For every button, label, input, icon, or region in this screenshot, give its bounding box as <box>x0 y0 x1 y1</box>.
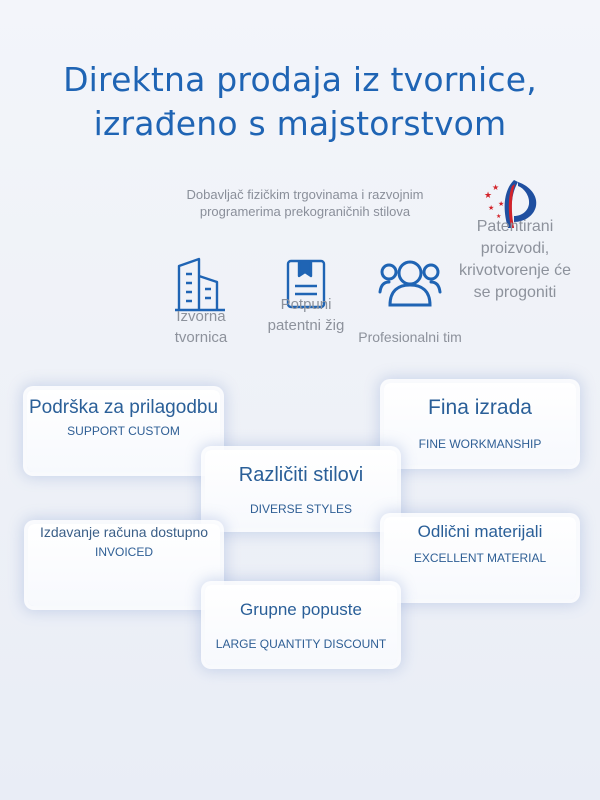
card-fine-workmanship <box>384 383 576 465</box>
card-subtitle: EXCELLENT MATERIAL <box>413 551 547 565</box>
card-title: Izdavanje računa dostupno <box>39 524 209 540</box>
card-quantity-discount <box>205 585 397 665</box>
patent-notice: Patentirani proizvodi, krivotvorenje će se progoniti <box>458 218 572 301</box>
card-support-custom <box>27 390 220 472</box>
card-subtitle: INVOICED <box>94 545 153 559</box>
card-title: Grupne popuste <box>240 600 362 619</box>
headline-line-1: Direktna prodaja iz tvornice, <box>63 60 537 99</box>
headline <box>0 58 600 146</box>
team-icon <box>377 256 443 308</box>
svg-text:★: ★ <box>492 183 500 192</box>
card-title: Podrška za prilagodbu <box>28 397 219 418</box>
card-diverse-styles <box>205 450 397 528</box>
svg-text:★: ★ <box>484 191 493 201</box>
card-excellent-material <box>384 517 576 599</box>
subline: Dobavljač fizičkim trgovinama i razvojnim programerima prekograničnih stilova <box>186 187 424 219</box>
card-subtitle: LARGE QUANTITY DISCOUNT <box>215 637 387 651</box>
feature-label: Potpuni patentni žig <box>267 296 345 334</box>
headline-line-2: izrađeno s majstorstvom <box>93 104 507 143</box>
card-title: Odlični materijali <box>417 522 543 541</box>
card-invoiced <box>28 524 220 606</box>
card-subtitle: FINE WORKMANSHIP <box>418 437 542 451</box>
card-subtitle: DIVERSE STYLES <box>249 502 353 516</box>
card-title: Različiti stilovi <box>238 464 364 486</box>
feature-factory <box>158 256 244 348</box>
svg-text:★: ★ <box>496 213 502 220</box>
svg-text:★: ★ <box>498 200 505 208</box>
card-title: Fina izrada <box>428 396 532 419</box>
feature-label: Izvorna tvornica <box>174 308 228 346</box>
card-subtitle: SUPPORT CUSTOM <box>67 424 180 438</box>
feature-label: Profesionalni tim <box>358 329 462 345</box>
feature-patent-mark <box>262 258 350 336</box>
svg-text:★: ★ <box>488 204 495 212</box>
